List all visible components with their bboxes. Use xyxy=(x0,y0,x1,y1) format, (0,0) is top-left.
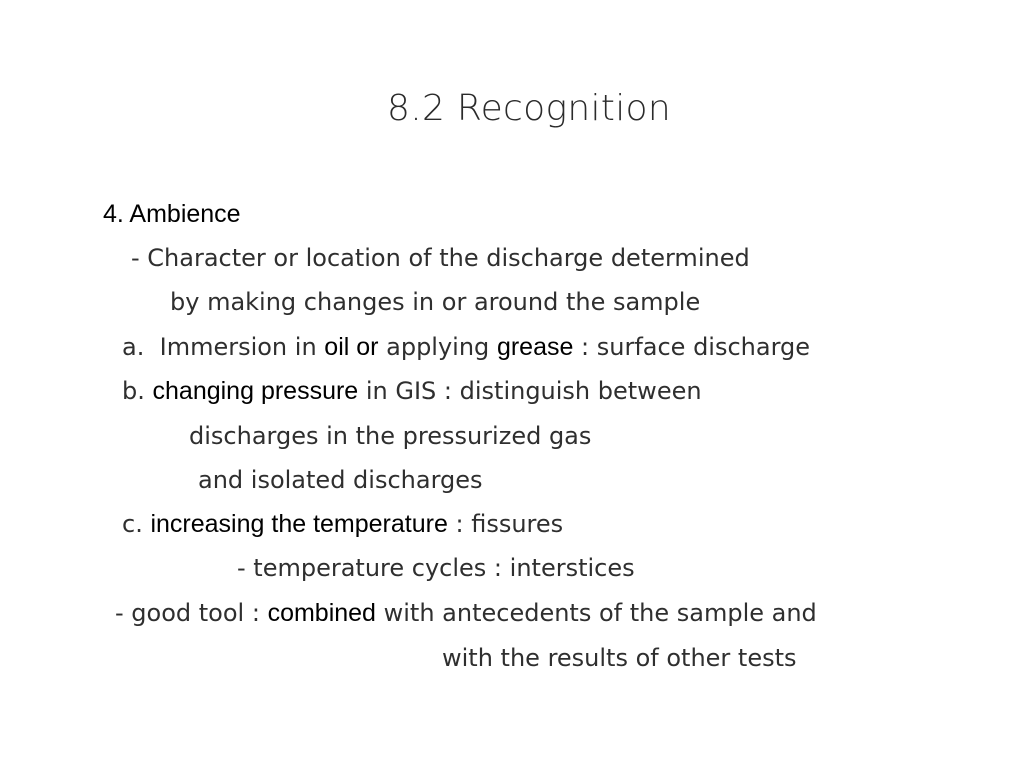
slide-title: 8.2 Recognition xyxy=(387,88,671,129)
item-a-post: : surface discharge xyxy=(581,333,811,361)
summary-line xyxy=(115,598,817,628)
item-b-highlight: changing pressure xyxy=(152,377,359,405)
item-b-continuation-2: and isolated discharges xyxy=(198,466,483,494)
item-a-marker: a. xyxy=(122,333,145,361)
item-b-marker: b. xyxy=(122,377,145,405)
description-line-2: by making changes in or around the sample xyxy=(170,288,701,316)
item-c-post: : fissures xyxy=(455,510,564,538)
item-c-highlight: increasing the temperature xyxy=(150,510,448,538)
item-a-highlight-oil: oil or xyxy=(324,333,379,361)
description-line-1: - Character or location of the discharge determined xyxy=(131,244,750,272)
summary-post: with antecedents of the sample and xyxy=(383,599,817,627)
item-b-post: in GIS : distinguish between xyxy=(365,377,702,405)
item-a-mid: applying xyxy=(386,333,490,361)
item-c xyxy=(122,509,563,539)
item-a-pre: Immersion in xyxy=(159,333,317,361)
item-c-marker: c. xyxy=(122,510,143,538)
item-b-continuation-1: discharges in the pressurized gas xyxy=(189,422,592,450)
heading-text: 4. Ambience xyxy=(103,200,241,228)
item-b xyxy=(122,376,702,406)
summary-continuation: with the results of other tests xyxy=(442,644,797,672)
item-c-continuation: - temperature cycles : interstices xyxy=(237,554,635,582)
summary-pre: - good tool : xyxy=(115,599,260,627)
item-a-highlight-grease: grease xyxy=(496,333,574,361)
item-a xyxy=(122,332,810,362)
section-heading xyxy=(103,199,241,229)
summary-highlight: combined xyxy=(267,599,376,627)
